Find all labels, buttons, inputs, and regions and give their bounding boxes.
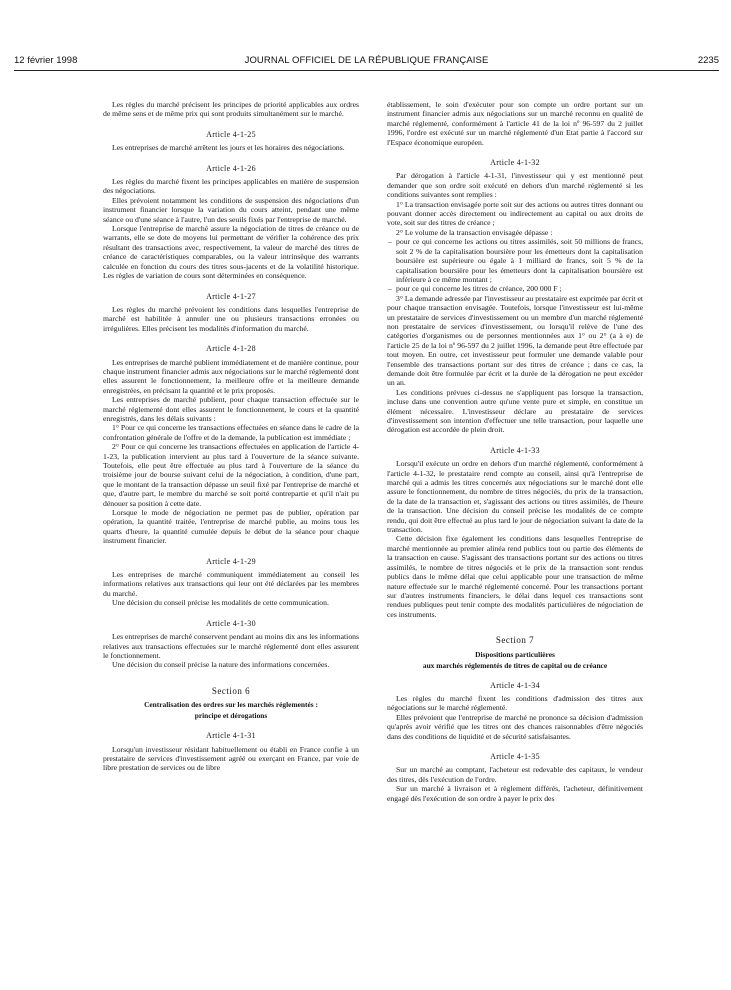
- section-subtitle: Dispositions particulières: [475, 649, 555, 659]
- paragraph: Sur un marché à livraison et à règlement différés, l'acheteur, définitivement engagé dès l'exécution de son ordre à payer le prix des: [387, 784, 643, 803]
- text-block: [103, 358, 359, 546]
- paragraph: 3° La demande adressée par l'investisseur au prestataire est exprimée par écrit et pour chaque transaction envisagée. Toutefois, lorsque l'investisseur est lui-même un prestataire de services d'investissement ou un membre d'un marché réglementé non prestataire de services d'investissement, ou lorsqu'il relève de l'une des catégories d'organismes ou de personnes mentionnées aux 1° ou 2° (a à e) de l'article 25 de la loi nº 96-597 du 2 juillet 1996, la demande peut être effectuée par tout moyen. En outre, cet investisseur peut formuler une demande valable pour l'ensemble des transactions portant sur des titres de créance ; dans ce cas, la demande doit être formulée par écrit et la durée de la dérogation ne peut excéder un an.: [387, 293, 643, 388]
- section-heading: Section 6: [211, 685, 251, 696]
- right-column: [387, 100, 643, 990]
- section-heading: Section 7: [495, 635, 535, 646]
- paragraph: établissement, le soin d'exécuter pour son compte un ordre portant sur un instrument financier admis aux négociations sur un marché reconnu en qualité de marché réglementé, conformément à l'article 41 de la loi nº 96-597 du 2 juillet 1996, l'ordre est exécuté sur un marché réglementé d'un Etat partie à l'accord sur l'Espace économique européen.: [387, 100, 643, 147]
- text-block: [103, 305, 359, 333]
- paragraph: Lorsque le mode de négociation ne permet pas de publier, opération par opération, la quantité traitée, l'entreprise de marché publie, au moins tous les quarts d'heure, la quantité cumulée depuis le début de la séance pour chaque instrument financier.: [103, 508, 359, 546]
- article-heading: Article 4-1-35: [490, 751, 540, 761]
- text-block: [103, 745, 359, 773]
- text-block: [387, 459, 643, 619]
- text-block: [387, 100, 643, 147]
- paragraph: 1° La transaction envisagée porte soit sur des actions ou autres titres donnant ou pouvant donner accès directement ou indirectement au capital ou aux droits de vote, soit sur des titres de créance ;: [387, 199, 643, 228]
- article-heading: Article 4-1-26: [206, 163, 256, 173]
- article-heading: Article 4-1-27: [206, 291, 256, 301]
- text-block: [387, 171, 643, 434]
- paragraph: Sur un marché au comptant, l'acheteur est redevable des capitaux, le vendeur des titres, dès l'exécution de l'ordre.: [387, 765, 643, 784]
- paragraph: Elles prévoient que l'entreprise de marché ne prononce sa décision d'admission qu'après avoir vérifié que les titres ont des chances raisonnables d'être négociés dans des conditions de liquidité et de sécurité satisfaisantes.: [387, 712, 643, 741]
- paragraph: Les entreprises de marché arrêtent les jours et les horaires des négociations.: [112, 143, 345, 153]
- header-journal-title: JOURNAL OFFICIEL DE LA RÉPUBLIQUE FRANÇAISE: [244, 55, 489, 66]
- section-subtitle: aux marchés réglementés de titres de capital ou de créance: [422, 660, 608, 670]
- article-heading: Article 4-1-30: [206, 618, 256, 628]
- paragraph: Les entreprises de marché communiquent immédiatement au conseil les informations relatives aux transactions qui leur ont été déclarées par les membres du marché.: [103, 570, 359, 598]
- paragraph: Les règles du marché prévoient les conditions dans lesquelles l'entreprise de marché est habilitée à annuler une ou plusieurs transactions erronées ou irrégulières. Elles précisent les modalités d'information du marché.: [103, 304, 359, 333]
- paragraph: Lorsqu'un investisseur résidant habituellement ou établi en France confie à un prestataire de services d'investissement agréé ou exerçant en France, par voie de libre prestation de services ou de libre: [103, 744, 359, 773]
- text-block: [387, 765, 643, 803]
- list-item: – pour ce qui concerne les actions ou titres assimilés, soit 50 millions de francs, soit 2 % de la capitalisation boursière pour les émetteurs dont la capitalisation boursière est supérieure ou égale à 1 milliard de francs, soit 5 % de la capitalisation boursière pour les émetteurs dont la capitalisation boursière est inférieure à ce même montant ;: [387, 237, 643, 284]
- header-page-number: 2235: [697, 55, 719, 66]
- article-heading: Article 4-1-28: [206, 344, 256, 354]
- paragraph: Les règles du marché précisent les principes de priorité applicables aux ordres de même sens et de même prix qui sont produits simultanément sur le marché.: [103, 100, 359, 119]
- text-block: [103, 177, 359, 280]
- text-block: [103, 632, 359, 670]
- paragraph: Elles prévoient notamment les conditions de suspension des négociations d'un instrument financier lorsque la variation du cours atteint, pendant une même séance ou d'une séance à l'autre, l'un des seuils fixés par l'entreprise de marché.: [103, 195, 359, 224]
- article-heading: Article 4-1-31: [206, 731, 256, 741]
- text-block: [103, 570, 359, 608]
- paragraph: Les entreprises de marché publient, pour chaque transaction effectuée sur le marché réglementé dont elles assurent le fonctionnement, le cours et la quantité enregistrés, dans les délais suivants :: [103, 395, 359, 423]
- paragraph: Par dérogation à l'article 4-1-31, l'investisseur qui y est mentionné peut demander que son ordre soit exécuté en dehors d'un marché réglementé si les conditions suivantes sont remplies :: [387, 171, 643, 200]
- article-heading: Article 4-1-34: [490, 680, 540, 690]
- section-subtitle: principe et dérogations: [194, 711, 268, 721]
- paragraph: 2° Le volume de la transaction envisagée dépasse :: [396, 227, 553, 237]
- text-block: [387, 694, 643, 741]
- text-block: [103, 100, 359, 119]
- paragraph: Les entreprises de marché conservent pendant au moins dix ans les informations relatives aux transactions effectuées sur le marché réglementé dont elles assurent le fonctionnement.: [103, 632, 359, 660]
- text-block: [103, 143, 359, 152]
- article-heading: Article 4-1-25: [206, 129, 256, 139]
- header-rule: [14, 70, 719, 71]
- paragraph: Une décision du conseil précise la nature des informations concernées.: [112, 660, 330, 670]
- paragraph: Une décision du conseil précise les modalités de cette communication.: [112, 598, 329, 608]
- article-heading: Article 4-1-29: [206, 556, 256, 566]
- article-heading: Article 4-1-33: [490, 445, 540, 455]
- page-header: [14, 55, 719, 71]
- list-item: – pour ce qui concerne les titres de créance, 200 000 F ;: [387, 284, 643, 293]
- article-heading: Article 4-1-32: [490, 158, 540, 168]
- paragraph: Les règles du marché fixent les conditions d'admission des titres aux négociations sur le marché réglementé.: [387, 693, 643, 713]
- paragraph: Les conditions prévues ci-dessus ne s'appliquent pas lorsque la transaction, incluse dans une convention autre qu'une vente pure et simple, en constitue un élément nécessaire. L'investisseur déclare au prestataire de services d'investissement son intention d'effectuer une telle transaction, pour laquelle une dérogation est accordée de plein droit.: [387, 387, 643, 435]
- paragraph: Les entreprises de marché publient immédiatement et de manière continue, pour chaque instrument financier admis aux négociations sur le marché réglementé dont elles assurent le fonctionnement, la meilleure offre et la meilleure demande enregistrées, en précisant la quantité et le prix proposés.: [103, 357, 359, 395]
- header-date: 12 février 1998: [14, 55, 78, 66]
- paragraph: Lorsqu'il exécute un ordre en dehors d'un marché réglementé, conformément à l'article 4-1-32, le prestataire rend compte au conseil, ainsi qu'à l'entreprise de marché qui a admis les titres concernés aux négociations sur le marché dont elle assure le fonctionnement, du nombre de titres négociés, du prix de la transaction, de la date de la transaction et, s'agissant des actions ou titres assimilés, de l'heure de la transaction. Une décision du conseil précise les modalités de ce compte rendu, qui doit être effectué au plus tard le jour de négociation suivant la date de la transaction.: [387, 459, 643, 535]
- paragraph: 1° Pour ce qui concerne les transactions effectuées en séance dans le cadre de la confrontation générale de l'offre et de la demande, la publication est immédiate ;: [103, 423, 359, 442]
- left-column: [103, 100, 359, 990]
- paragraph: Lorsque l'entreprise de marché assure la négociation de titres de créance ou de warrants, elle se dote de moyens lui permettant de vérifier la cohérence des prix résultant des transactions avec, respectivement, la valeur de marché des titres de créance de caractéristiques comparables, ou la valeur intrinsèque des warrants calculée en fonction du cours des titres sous-jacents et de la volatilité historique. Les règles de variation de cours sont déterminées en conséquence.: [103, 224, 359, 281]
- paragraph: 2° Pour ce qui concerne les transactions effectuées en application de l'article 4-1-23, la publication intervient au plus tard à l'ouverture de la séance suivante. Toutefois, elle peut être effectuée au plus tard à l'ouverture de la séance du troisième jour de bourse suivant celui de la négociation, à condition, d'une part, que le montant de la transaction dépasse un seuil fixé par l'entreprise de marché et que, d'autre part, le membre du marché se soit porté contrepartie et qu'il n'ait pu dénouer sa position à cette date.: [103, 442, 359, 508]
- paragraph: Les règles du marché fixent les principes applicables en matière de suspension des négociations.: [103, 177, 359, 196]
- paragraph: Cette décision fixe également les conditions dans lesquelles l'entreprise de marché mentionnée au premier alinéa rend publics tout ou partie des éléments de la transaction en cause. S'agissant des transactions portant sur des actions ou titres assimilés, le nombre de titres négociés et le prix de la transaction sont rendus publics dans le même délai que celui applicable pour une transaction de même nature effectuée sur le marché réglementé concerné. Pour les transactions portant sur d'autres instruments financiers, le délai dans lequel ces transactions sont rendues publiques peut tenir compte des modalités particulières de négociation de ces instruments.: [387, 534, 643, 619]
- section-subtitle: Centralisation des ordres sur les marchés réglementés :: [144, 700, 318, 710]
